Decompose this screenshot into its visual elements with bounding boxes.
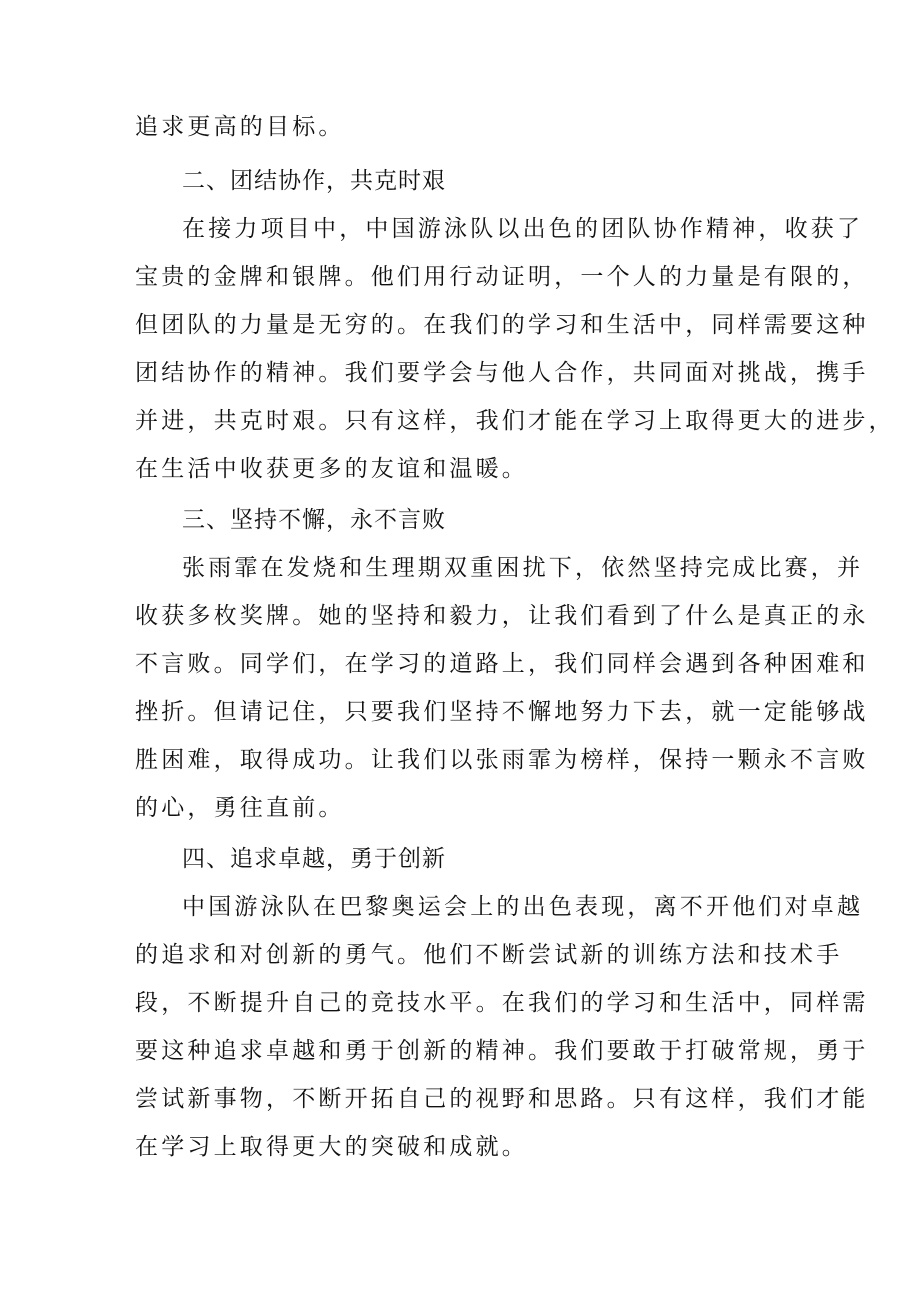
paragraph-line: 但团队的力量是无穷的。在我们的学习和生活中，同样需要这种: [135, 312, 869, 338]
paragraph-line: 段，不断提升自己的竞技水平。在我们的学习和生活中，同样需: [135, 990, 869, 1016]
paragraph-line: 在生活中收获更多的友谊和温暖。: [135, 456, 528, 482]
paragraph-line: 挫折。但请记住，只要我们坚持不懈地努力下去，就一定能够战: [135, 699, 869, 725]
paragraph-line: 追求更高的目标。: [135, 114, 345, 140]
paragraph-line: 收获多枚奖牌。她的坚持和毅力，让我们看到了什么是真正的永: [135, 603, 869, 629]
paragraph-line: 不言败。同学们，在学习的道路上，我们同样会遇到各种困难和: [135, 651, 869, 677]
paragraph-line: 在学习上取得更大的突破和成就。: [135, 1134, 528, 1160]
paragraph-line: 团结协作的精神。我们要学会与他人合作，共同面对挑战，携手: [135, 360, 869, 386]
section-heading: 三、坚持不懈，永不言败: [182, 507, 446, 533]
paragraph-line: 尝试新事物，不断开拓自己的视野和思路。只有这样，我们才能: [135, 1086, 869, 1112]
paragraph-line: 宝贵的金牌和银牌。他们用行动证明，一个人的力量是有限的，: [135, 264, 869, 290]
paragraph-line: 要这种追求卓越和勇于创新的精神。我们要敢于打破常规，勇于: [135, 1038, 869, 1064]
section-heading: 二、团结协作，共克时艰: [182, 168, 446, 194]
paragraph-line: 并进，共克时艰。只有这样，我们才能在学习上取得更大的进步，: [135, 408, 895, 434]
paragraph-line: 张雨霏在发烧和生理期双重困扰下，依然坚持完成比赛，并: [182, 555, 864, 581]
paragraph-line: 的心，勇往直前。: [135, 795, 345, 821]
paragraph-line: 的追求和对创新的勇气。他们不断尝试新的训练方法和技术手: [135, 942, 843, 968]
section-heading: 四、追求卓越，勇于创新: [182, 846, 446, 872]
paragraph-line: 在接力项目中，中国游泳队以出色的团队协作精神，收获了: [182, 216, 864, 242]
paragraph-line: 胜困难，取得成功。让我们以张雨霏为榜样，保持一颗永不言败: [135, 747, 869, 773]
paragraph-line: 中国游泳队在巴黎奥运会上的出色表现，离不开他们对卓越: [182, 894, 864, 920]
